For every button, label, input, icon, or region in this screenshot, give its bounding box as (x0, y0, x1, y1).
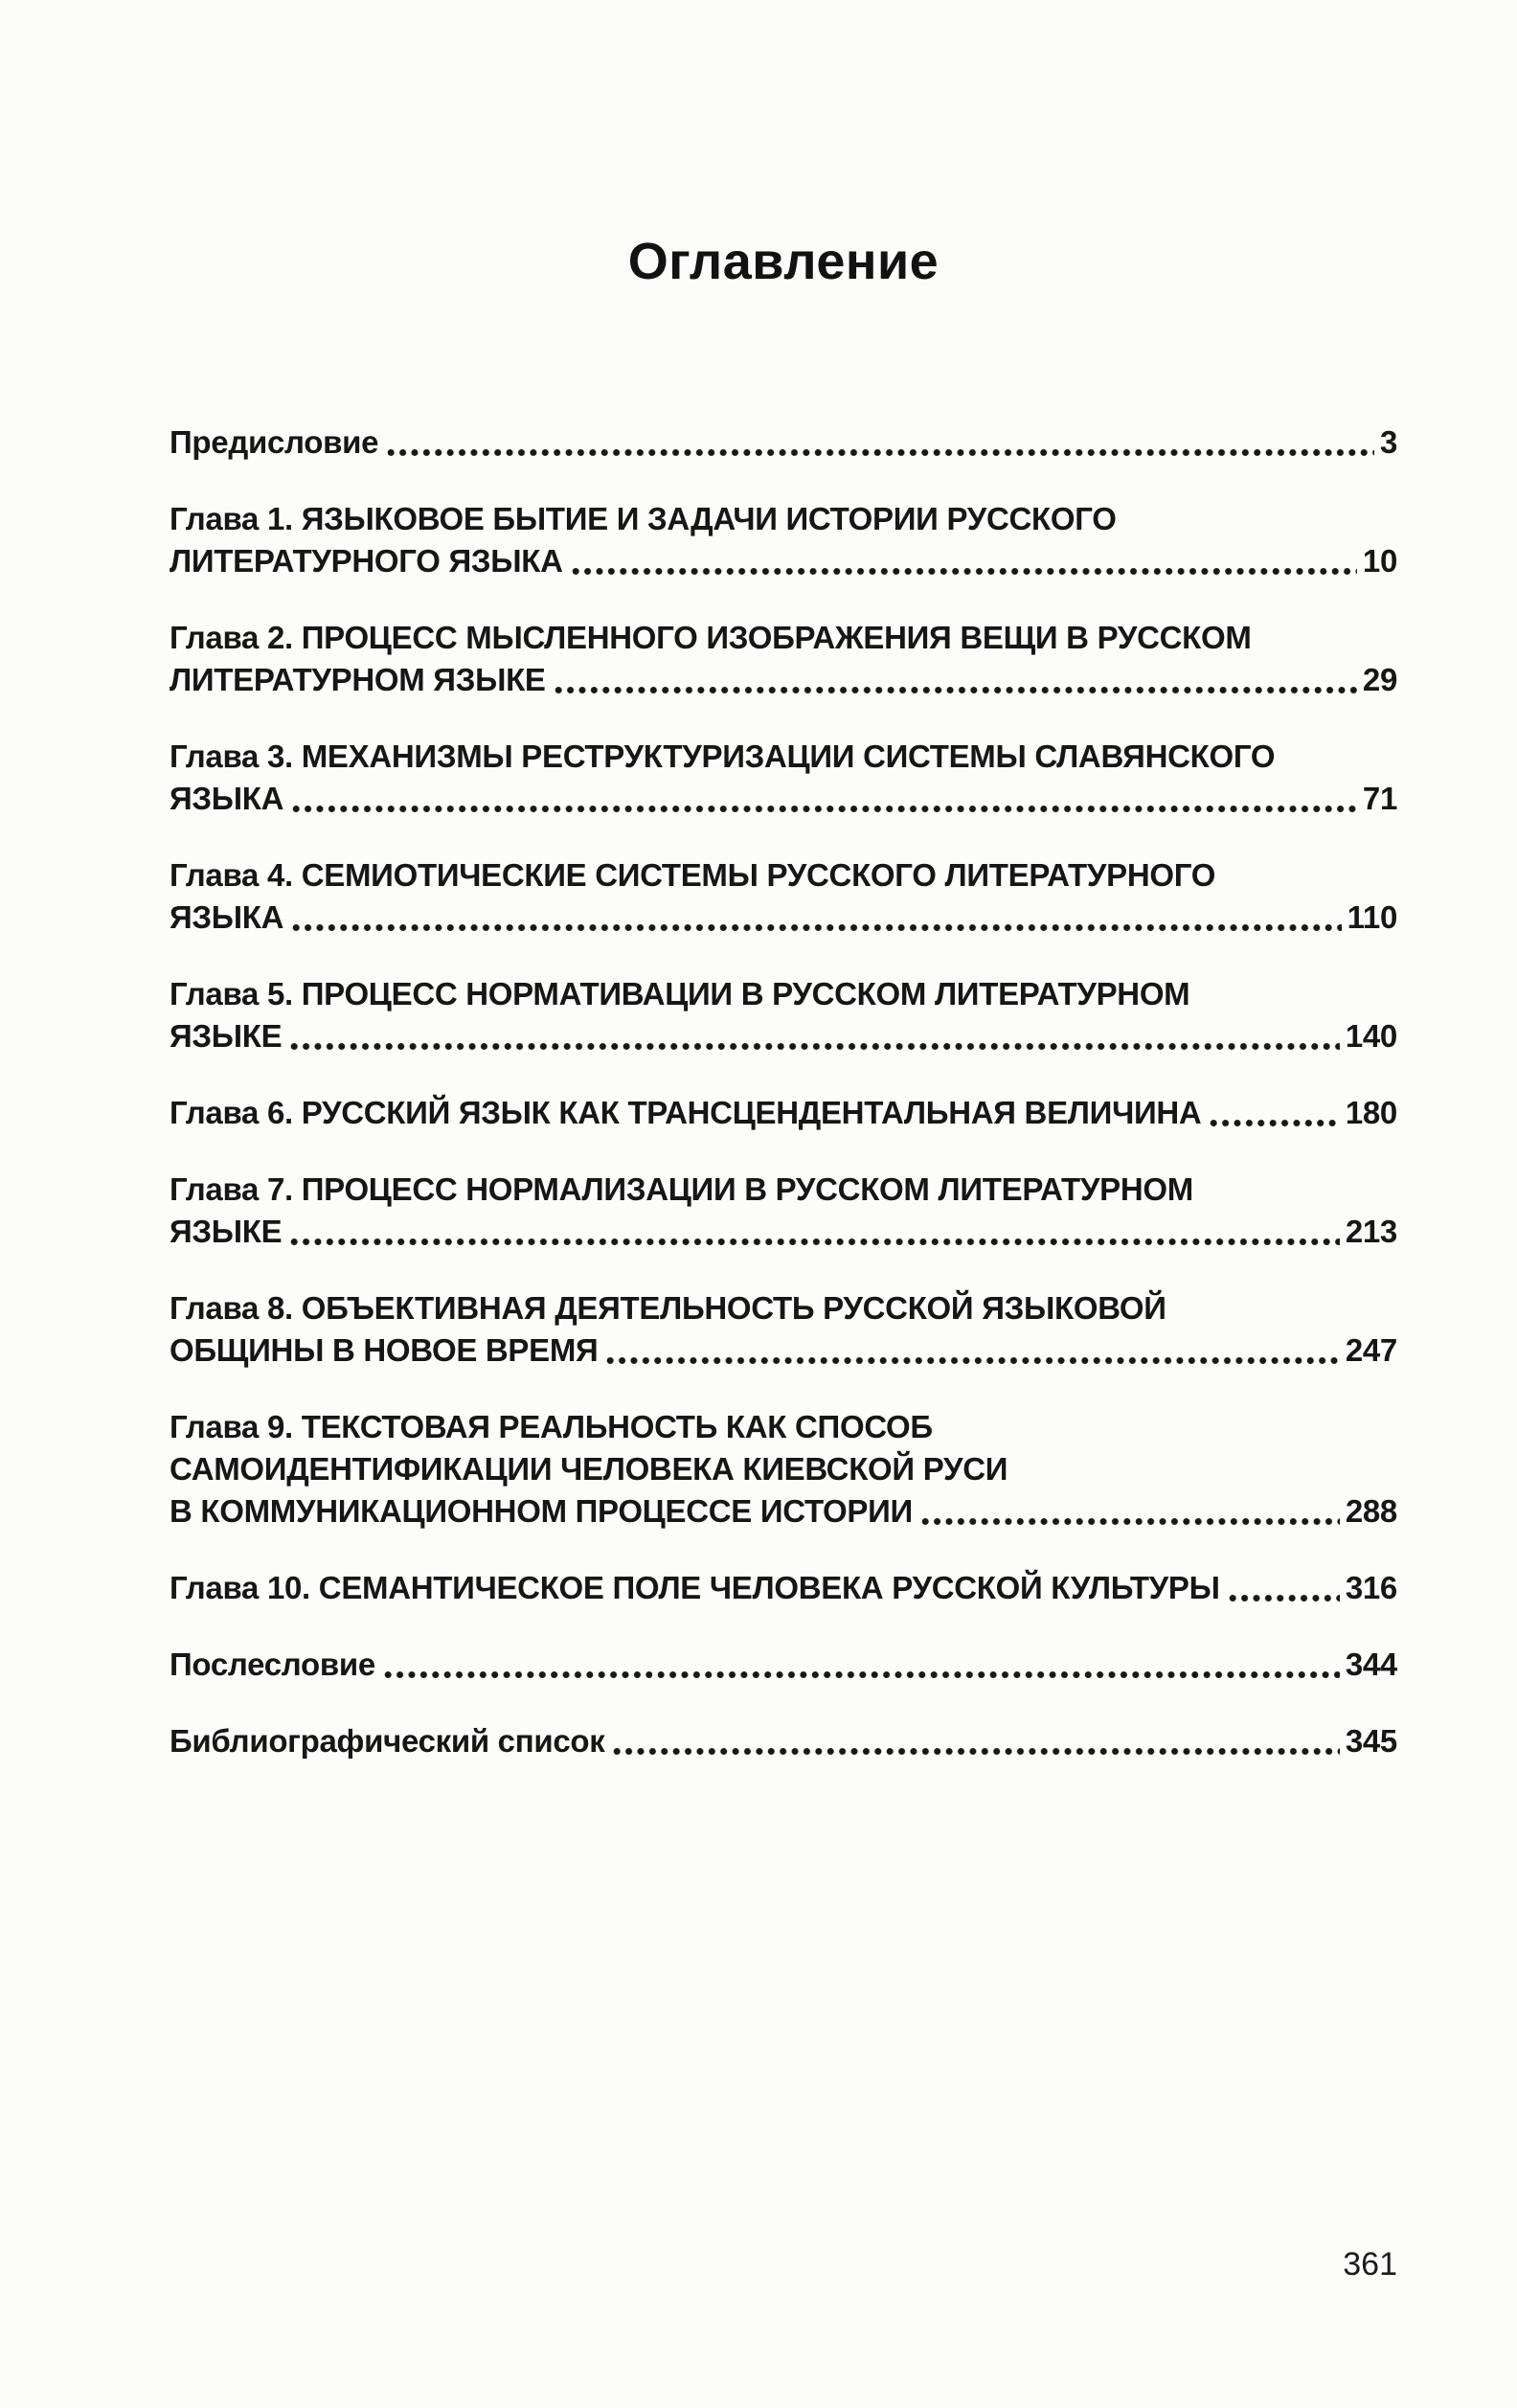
toc-entry-label: ЛИТЕРАТУРНОГО ЯЗЫКА (170, 543, 563, 579)
toc-entry-label: ЛИТЕРАТУРНОМ ЯЗЫКЕ (170, 662, 546, 697)
toc-page-number: 140 (1345, 1018, 1397, 1054)
toc-entry (170, 1644, 1397, 1686)
toc-page-number: 71 (1362, 781, 1397, 816)
dot-leader (1227, 1594, 1340, 1602)
toc-entry-line (170, 1287, 1397, 1329)
toc-page-number: 316 (1345, 1570, 1397, 1605)
toc-entry (170, 1287, 1397, 1372)
toc-entry-label: Глава 8. ОБЪЕКТИВНАЯ ДЕЯТЕЛЬНОСТЬ РУССКОЙ ЯЗЫКОВОЙ (170, 1290, 1166, 1326)
toc-page-number: 3 (1379, 424, 1397, 460)
toc-entry-label: Глава 5. ПРОЦЕСС НОРМАТИВАЦИИ В РУССКОМ ЛИТЕРАТУРНОМ (170, 976, 1190, 1011)
toc-entry-line (170, 1720, 1397, 1762)
toc-entry (170, 498, 1397, 582)
toc-entry-line (170, 1015, 1397, 1057)
toc-entry-label: Глава 2. ПРОЦЕСС МЫСЛЕННОГО ИЗОБРАЖЕНИЯ ВЕЩИ В РУССКОМ (170, 620, 1252, 655)
toc-entry-line (170, 1644, 1397, 1686)
dot-leader (570, 567, 1357, 576)
toc-page-number: 180 (1345, 1095, 1397, 1130)
dot-leader (611, 1747, 1339, 1756)
toc-entry-label: Глава 9. ТЕКСТОВАЯ РЕАЛЬНОСТЬ КАК СПОСОБ (170, 1409, 933, 1444)
toc-page-number: 10 (1362, 543, 1397, 579)
toc-entry-line (170, 736, 1397, 778)
toc-entry-line (170, 1092, 1397, 1134)
toc-entry-line (170, 854, 1397, 897)
dot-leader (1208, 1119, 1339, 1127)
toc-entry (170, 1169, 1397, 1253)
dot-leader (290, 923, 1341, 932)
toc-page-number: 29 (1362, 662, 1397, 697)
toc-entry-label: Послесловие (170, 1647, 375, 1682)
toc-entry-line (170, 617, 1397, 659)
toc-entry-line (170, 498, 1397, 540)
folio-page-number: 361 (1343, 2246, 1397, 2283)
toc-entry (170, 1092, 1397, 1134)
toc-page-number: 344 (1345, 1647, 1397, 1682)
toc-entry-label: ЯЗЫКА (170, 899, 284, 935)
toc-entry-line (170, 1567, 1397, 1609)
toc-entry-line (170, 1490, 1397, 1533)
toc-entry (170, 736, 1397, 820)
toc-page-number: 288 (1345, 1493, 1397, 1529)
toc-entry-label: Глава 7. ПРОЦЕСС НОРМАЛИЗАЦИИ В РУССКОМ ЛИТЕРАТУРНОМ (170, 1171, 1193, 1207)
dot-leader (385, 448, 1374, 457)
toc-entry-label: Предисловие (170, 424, 379, 460)
toc-entry-line (170, 1406, 1397, 1448)
toc-entry (170, 421, 1397, 464)
toc-entry-label: Библиографический список (170, 1723, 605, 1759)
toc-entry (170, 617, 1397, 701)
page-title: Оглавление (627, 233, 940, 290)
toc-entry-line (170, 1448, 1397, 1490)
toc-entry-label: ЯЗЫКЕ (170, 1214, 283, 1249)
dot-leader (288, 1238, 1339, 1246)
toc-page-number: 110 (1347, 899, 1397, 935)
toc-entry-line (170, 778, 1397, 820)
toc-entry-label: Глава 4. СЕМИОТИЧЕСКИЕ СИСТЕМЫ РУССКОГО ЛИТЕРАТУРНОГО (170, 857, 1216, 893)
toc-entry-label: Глава 10. СЕМАНТИЧЕСКОЕ ПОЛЕ ЧЕЛОВЕКА РУССКОЙ КУЛЬТУРЫ (170, 1570, 1220, 1605)
toc-entry-line (170, 973, 1397, 1015)
toc-entry-label: Глава 3. МЕХАНИЗМЫ РЕСТРУКТУРИЗАЦИИ СИСТЕМЫ СЛАВЯНСКОГО (170, 738, 1276, 774)
dot-leader (382, 1670, 1340, 1679)
toc-entry-line (170, 540, 1397, 582)
toc-entry-line (170, 1329, 1397, 1372)
toc-entry (170, 1406, 1397, 1533)
toc-page-number: 247 (1345, 1332, 1397, 1368)
dot-leader (553, 686, 1357, 694)
dot-leader (290, 805, 1357, 813)
toc-entry-line (170, 421, 1397, 464)
toc-page-number: 345 (1345, 1723, 1397, 1759)
toc-entry-line (170, 1169, 1397, 1211)
toc-entry-line (170, 897, 1397, 939)
toc-entry-label: САМОИДЕНТИФИКАЦИИ ЧЕЛОВЕКА КИЕВСКОЙ РУСИ (170, 1451, 1008, 1487)
toc-entry-label: ЯЗЫКА (170, 781, 284, 816)
toc-entry-label: Глава 6. РУССКИЙ ЯЗЫК КАК ТРАНСЦЕНДЕНТАЛЬНАЯ ВЕЛИЧИНА (170, 1095, 1202, 1130)
dot-leader (919, 1517, 1340, 1526)
toc-entry-line (170, 659, 1397, 701)
toc-entry (170, 1720, 1397, 1762)
toc-entry (170, 973, 1397, 1057)
dot-leader (604, 1356, 1339, 1365)
toc-entry-label: Глава 1. ЯЗЫКОВОЕ БЫТИЕ И ЗАДАЧИ ИСТОРИИ РУССКОГО (170, 501, 1117, 536)
toc-entry-line (170, 1211, 1397, 1253)
dot-leader (288, 1042, 1339, 1051)
toc-list (170, 421, 1397, 1762)
toc-entry-label: В КОММУНИКАЦИОННОМ ПРОЦЕССЕ ИСТОРИИ (170, 1493, 913, 1529)
toc-entry-label: ЯЗЫКЕ (170, 1018, 283, 1054)
page-content (170, 0, 1397, 1797)
toc-entry-label: ОБЩИНЫ В НОВОЕ ВРЕМЯ (170, 1332, 599, 1368)
toc-page-number: 213 (1345, 1214, 1397, 1249)
toc-entry (170, 1567, 1397, 1609)
toc-entry (170, 854, 1397, 939)
